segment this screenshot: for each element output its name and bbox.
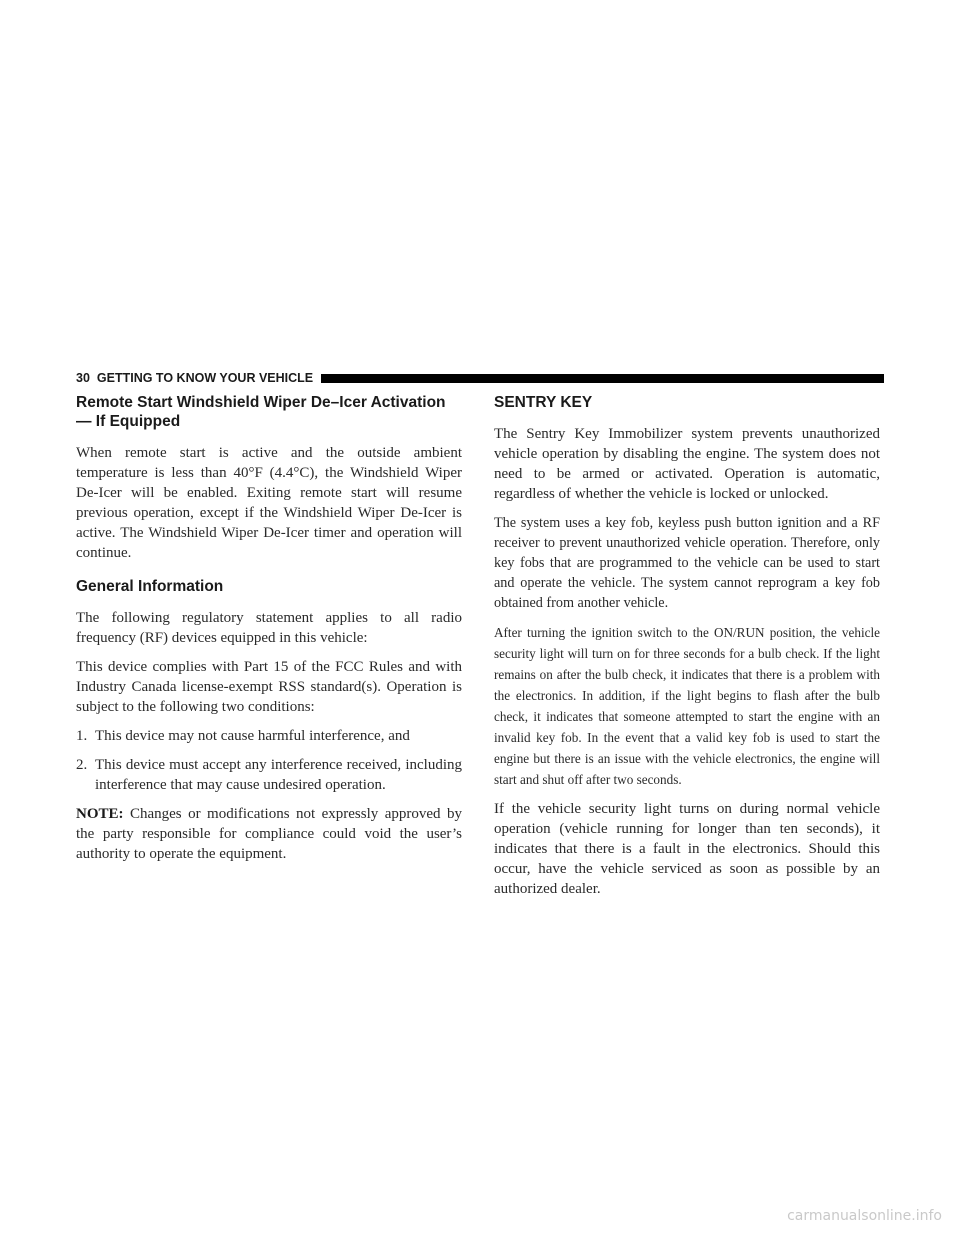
remote-start-heading-line2: — If Equipped: [76, 413, 181, 430]
note-label: NOTE:: [76, 806, 124, 822]
page-number: 30: [76, 371, 90, 385]
list-item: [76, 755, 462, 795]
sentry-key-paragraph-4: If the vehicle security light turns on during normal vehicle operation (vehicle running for longer than ten seconds), it indicates that there is a fault in the electronics. Should this occur, have the vehicle serviced as soon as possible by an authorized dealer.: [494, 801, 880, 897]
note-text: Changes or modifications not expressly approved by the party responsible for compliance could void the user’s authority to operate the equipment.: [76, 806, 462, 862]
note-paragraph: [76, 804, 462, 864]
right-column: [494, 393, 880, 908]
watermark: carmanualsonline.info: [787, 1208, 942, 1224]
sentry-key-paragraph-2: The system uses a key fob, keyless push button ignition and a RF receiver to prevent unauthorized vehicle operation. Therefore, only key fobs that are programmed to the vehicle can be used to start and operate the vehicle. The system cannot reprogram a key fob obtained from another vehicle.: [494, 515, 880, 611]
general-information-paragraph-2: This device complies with Part 15 of the FCC Rules and with Industry Canada license-exempt RSS standard(s). Operation is subject to the following two conditions:: [76, 659, 462, 715]
general-information-paragraph-1: The following regulatory statement applies to all radio frequency (RF) devices equipped in this vehicle:: [76, 610, 462, 646]
remote-start-heading: [76, 393, 462, 431]
page-header: [76, 370, 884, 386]
list-item-number: 1.: [76, 728, 88, 744]
section-title: GETTING TO KNOW YOUR VEHICLE: [96, 371, 314, 385]
remote-start-paragraph: When remote start is active and the outside ambient temperature is less than 40°F (4.4°C), the Windshield Wiper De-Icer will be enabled. Exiting remote start will resume previous operation, except if the Windshield Wiper De-Icer is active. The Windshield Wiper De-Icer timer and operation will continue.: [76, 445, 462, 561]
list-item-text: This device must accept any interference received, including interference that may cause undesired operation.: [95, 757, 462, 793]
header-rule: [321, 374, 884, 383]
list-item: [76, 726, 462, 746]
list-item-number: 2.: [76, 757, 88, 773]
sentry-key-heading: SENTRY KEY: [494, 394, 593, 411]
general-information-heading: General Information: [76, 578, 224, 595]
sentry-key-paragraph-3: After turning the ignition switch to the ON/RUN position, the vehicle security light will turn on for three seconds for a bulb check. If the light remains on after the bulb check, it indicates that there is a problem with the electronics. In addition, if the light begins to flash after the bulb check, it indicates that someone attempted to start the engine with an invalid key fob. In the event that a valid key fob is used to start the engine but there is an issue with the vehicle electronics, the engine will start and shut off after two seconds.: [494, 625, 880, 787]
list-item-text: This device may not cause harmful interference, and: [95, 728, 410, 744]
remote-start-heading-line1: Remote Start Windshield Wiper De–Icer Activation: [76, 394, 446, 411]
left-column: [76, 393, 462, 873]
sentry-key-paragraph-1: The Sentry Key Immobilizer system prevents unauthorized vehicle operation by disabling the engine. The system does not need to be armed or activated. Operation is automatic, regardless of whether the vehicle is locked or unlocked.: [494, 426, 880, 502]
